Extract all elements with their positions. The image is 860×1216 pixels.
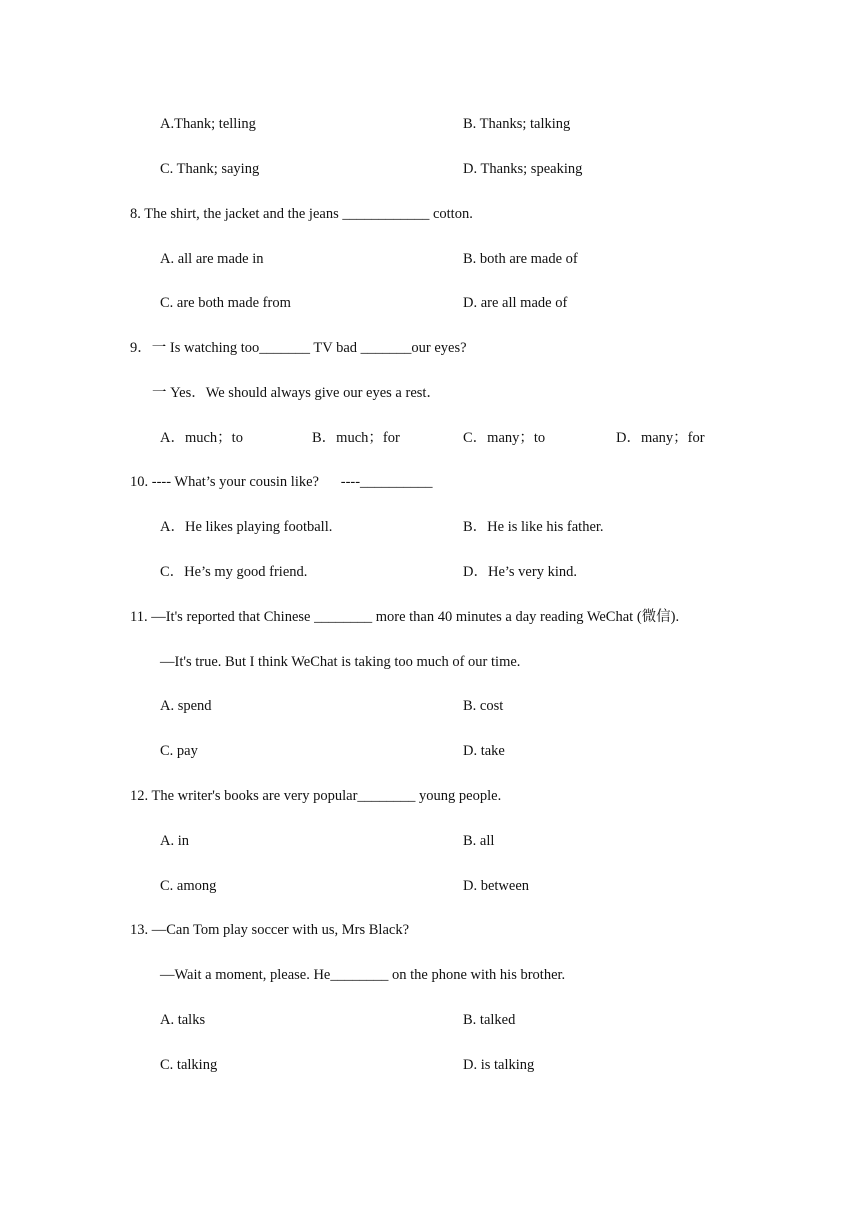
q8-option-c[interactable]: C. are both made from: [160, 295, 291, 311]
q10-option-d[interactable]: D．He’s very kind.: [463, 564, 577, 580]
q13-option-c[interactable]: C. talking: [160, 1057, 218, 1073]
q13-option-a[interactable]: A. talks: [160, 1012, 206, 1028]
question-11-stem: 11. —It's reported that Chinese ________ more than 40 minutes a day reading WeChat (微信).: [130, 609, 680, 625]
q12-option-c[interactable]: C. among: [160, 878, 217, 894]
q8-option-b[interactable]: B. both are made of: [463, 251, 578, 267]
question-9-reply: 一 Yes．We should always give our eyes a rest．: [152, 385, 441, 401]
q12-option-a[interactable]: A. in: [160, 833, 189, 849]
question-8-stem: 8. The shirt, the jacket and the jeans ____________ cotton.: [130, 206, 473, 222]
option-a[interactable]: A.Thank; telling: [160, 116, 256, 132]
q13-option-b[interactable]: B. talked: [463, 1012, 516, 1028]
question-10-stem: 10. ---- What’s your cousin like? ----__________: [130, 474, 433, 490]
option-c[interactable]: C. Thank; saying: [160, 161, 260, 177]
q11-option-a[interactable]: A. spend: [160, 698, 212, 714]
q9-option-d[interactable]: D．many；for: [616, 430, 705, 446]
q12-option-d[interactable]: D. between: [463, 878, 530, 894]
q9-option-b[interactable]: B．much；for: [312, 430, 400, 446]
question-11-reply: —It's true. But I think WeChat is taking too much of our time.: [160, 654, 521, 670]
question-9-stem: 9．一 Is watching too_______ TV bad _______our eyes?: [130, 340, 467, 356]
q11-option-d[interactable]: D. take: [463, 743, 505, 759]
q11-option-c[interactable]: C. pay: [160, 743, 198, 759]
option-d[interactable]: D. Thanks; speaking: [463, 161, 583, 177]
option-b[interactable]: B. Thanks; talking: [463, 116, 571, 132]
q9-option-a[interactable]: A．much；to: [160, 430, 243, 446]
q13-option-d[interactable]: D. is talking: [463, 1057, 535, 1073]
q9-option-c[interactable]: C．many；to: [463, 430, 546, 446]
question-13-stem: 13. —Can Tom play soccer with us, Mrs Black?: [130, 922, 410, 938]
q8-option-d[interactable]: D. are all made of: [463, 295, 568, 311]
question-12-stem: 12. The writer's books are very popular________ young people.: [130, 788, 502, 804]
q12-option-b[interactable]: B. all: [463, 833, 495, 849]
q10-option-a[interactable]: A．He likes playing football.: [160, 519, 333, 535]
q10-option-c[interactable]: C．He’s my good friend.: [160, 564, 308, 580]
question-13-reply: —Wait a moment, please. He________ on the phone with his brother.: [160, 967, 566, 983]
q10-option-b[interactable]: B．He is like his father.: [463, 519, 604, 535]
q11-option-b[interactable]: B. cost: [463, 698, 504, 714]
q8-option-a[interactable]: A. all are made in: [160, 251, 264, 267]
